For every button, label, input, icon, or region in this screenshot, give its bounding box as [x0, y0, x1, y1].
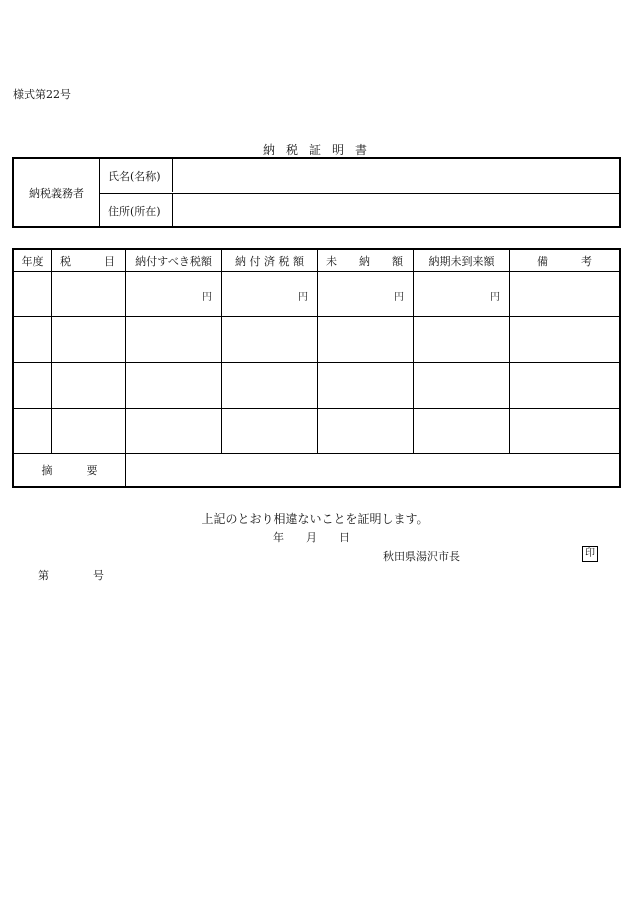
col-divider — [125, 250, 126, 486]
header-year: 年度 — [21, 254, 44, 268]
yen-unit-unpaid: 円 — [394, 292, 404, 303]
form-number: 様式第22号 — [13, 88, 71, 101]
col-divider — [51, 250, 52, 453]
issuer-name: 秋田県湯沢市長 — [383, 550, 460, 563]
document-title: 納税証明書 — [262, 143, 378, 157]
document-number: 第 号 — [38, 569, 104, 582]
name-label: 氏名(名称) — [100, 159, 173, 192]
row-divider — [14, 271, 619, 272]
row-divider — [14, 408, 619, 409]
summary-field[interactable] — [126, 453, 619, 486]
address-label: 住所(所在) — [100, 194, 173, 227]
tax-table — [12, 248, 621, 488]
header-unpaid: 未 納 額 — [326, 254, 403, 268]
header-not-yet-due: 納期未到来額 — [428, 254, 495, 268]
taxpayer-table — [12, 157, 621, 228]
name-field[interactable] — [174, 159, 619, 192]
col-divider — [413, 250, 414, 453]
header-remarks: 備 考 — [537, 254, 592, 268]
summary-label: 摘要 — [41, 463, 132, 477]
seal-box: 印 — [582, 546, 598, 562]
row-divider — [14, 362, 619, 363]
yen-unit-not-yet-due: 円 — [490, 292, 500, 303]
yen-unit-tax-paid: 円 — [298, 292, 308, 303]
address-field[interactable] — [174, 194, 619, 227]
row-divider — [14, 316, 619, 317]
header-tax-item: 税 目 — [60, 254, 115, 268]
date-line: 年 月 日 — [273, 531, 350, 544]
header-tax-paid: 納 付 済 税 額 — [235, 254, 304, 268]
certification-text: 上記のとおり相違ないことを証明します。 — [201, 512, 429, 526]
col-divider — [509, 250, 510, 453]
col-divider — [317, 250, 318, 453]
yen-unit-tax-due: 円 — [202, 292, 212, 303]
taxpayer-label: 納税義務者 — [14, 159, 100, 226]
header-tax-due: 納付すべき税額 — [135, 254, 212, 268]
col-divider — [221, 250, 222, 453]
